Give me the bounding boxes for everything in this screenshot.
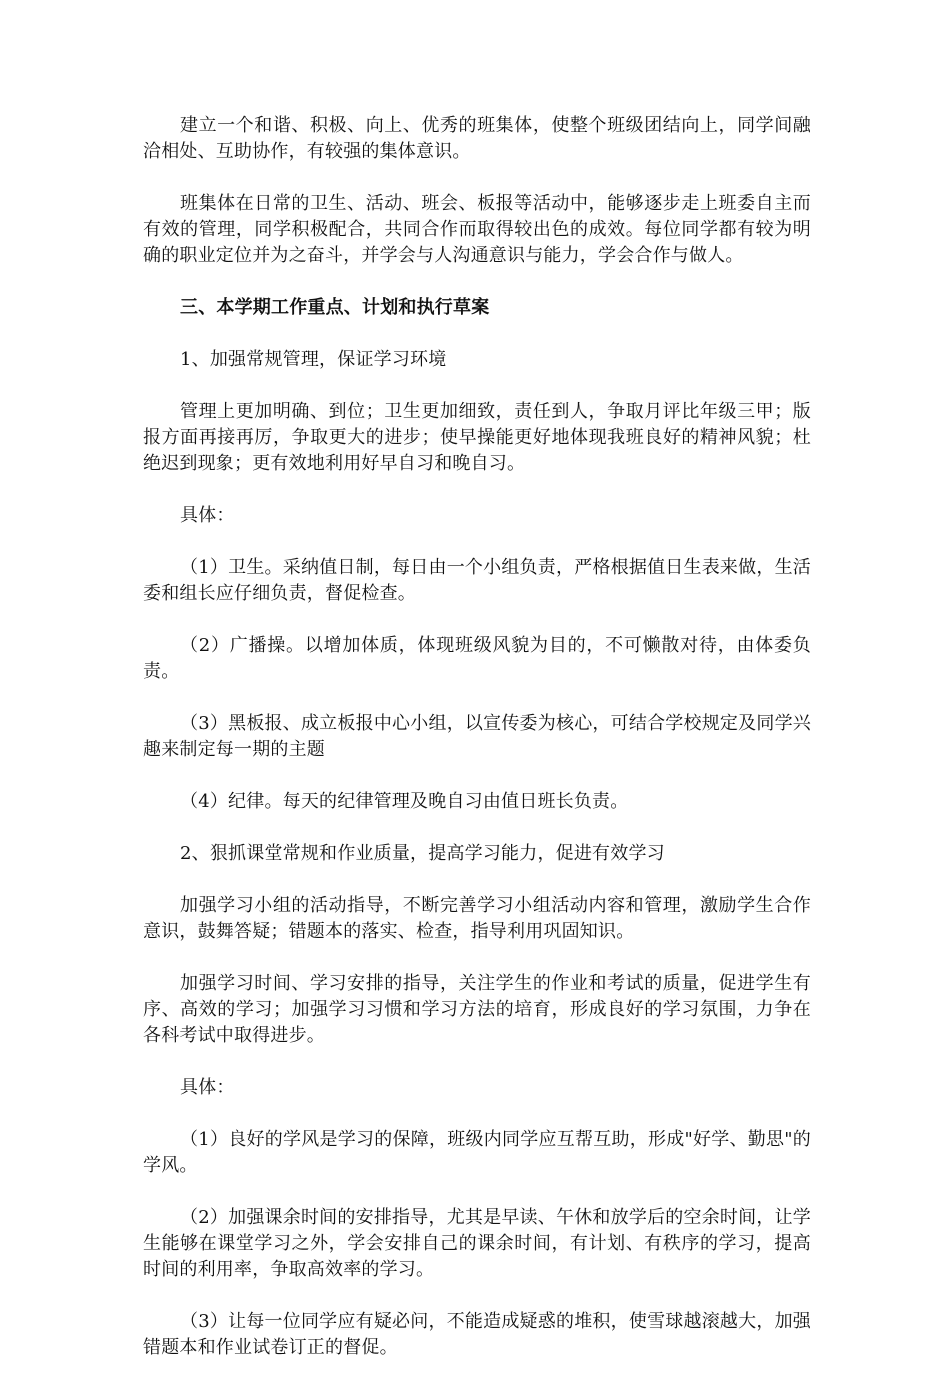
list-item-blackboard: （3）黑板报、成立板报中心小组，以宣传委为核心，可结合学校规定及同学兴趣来制定每一期的主题 [143, 713, 811, 760]
list-item-hygiene: （1）卫生。采纳值日制，每日由一个小组负责，严格根据值日生表来做，生活委和组长应仔细负责，督促检查。 [143, 557, 811, 604]
paragraph-routine-management: 管理上更加明确、到位；卫生更加细致，责任到人，争取月评比年级三甲；版报方面再接再厉，争取更大的进步；使早操能更好地体现我班良好的精神风貌；杜绝迟到现象；更有效地利用好早自习和晚自习。 [143, 401, 811, 474]
list-item-spare-time: （2）加强课余时间的安排指导，尤其是早读、午休和放学后的空余时间，让学生能够在课堂学习之外，学会安排自己的课余时间，有计划、有秩序的学习，提高时间的利用率，争取高效率的学习。 [143, 1207, 811, 1280]
list-item-discipline: （4）纪律。每天的纪律管理及晚自习由值日班长负责。 [180, 791, 629, 812]
subheading-1: 1、加强常规管理，保证学习环境 [180, 349, 447, 370]
paragraph-study-groups: 加强学习小组的活动指导，不断完善学习小组活动内容和管理，激励学生合作意识，鼓舞答疑；错题本的落实、检查，指导利用巩固知识。 [143, 895, 811, 942]
document-body [143, 113, 811, 1387]
paragraph-class-management: 班集体在日常的卫生、活动、班会、板报等活动中，能够逐步走上班委自主而有效的管理，同学积极配合，共同合作而取得较出色的成效。每位同学都有较为明确的职业定位并为之奋斗，并学会与人沟通意识与能力，学会合作与做人。 [143, 193, 811, 266]
list-item-study-style: （1）良好的学风是学习的保障，班级内同学应互帮互助，形成"好学、勤思"的学风。 [143, 1129, 811, 1176]
section-heading-3: 三、本学期工作重点、计划和执行草案 [180, 297, 490, 318]
label-specifics-2: 具体： [180, 1077, 235, 1098]
label-specifics-1: 具体： [180, 505, 235, 526]
list-item-exercise: （2）广播操。以增加体质，体现班级风貌为目的，不可懒散对待，由体委负责。 [143, 635, 811, 682]
subheading-2: 2、狠抓课堂常规和作业质量，提高学习能力，促进有效学习 [180, 843, 665, 864]
paragraph-class-goal: 建立一个和谐、积极、向上、优秀的班集体，使整个班级团结向上，同学间融洽相处、互助协作，有较强的集体意识。 [143, 115, 811, 162]
list-item-questions: （3）让每一位同学应有疑必问，不能造成疑惑的堆积，使雪球越滚越大，加强错题本和作业试卷订正的督促。 [143, 1311, 811, 1358]
paragraph-study-time: 加强学习时间、学习安排的指导，关注学生的作业和考试的质量，促进学生有序、高效的学习；加强学习习惯和学习方法的培育，形成良好的学习氛围，力争在各科考试中取得进步。 [143, 973, 811, 1046]
